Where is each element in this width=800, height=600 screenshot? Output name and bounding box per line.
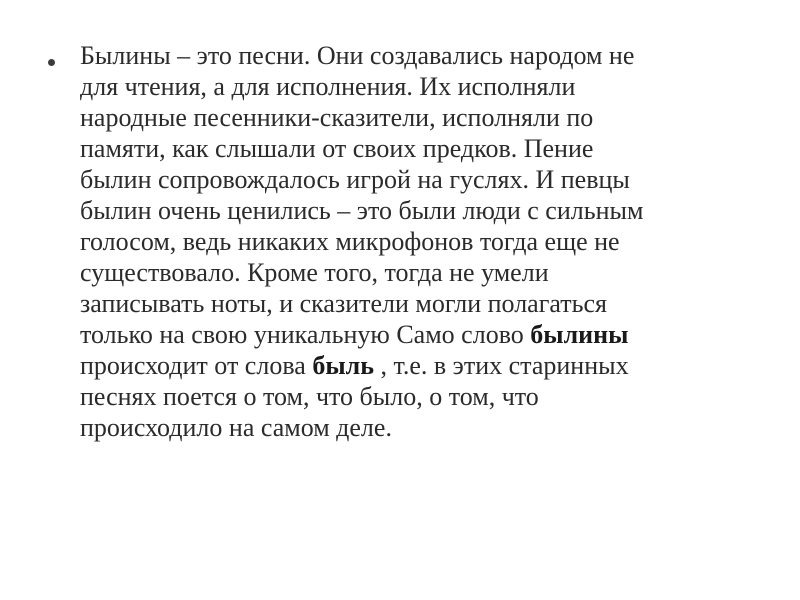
text-line-11-end: , т.е. в этих старинных xyxy=(373,351,629,380)
text-line-7: голосом, ведь никаких микрофонов тогда еще не xyxy=(80,227,620,256)
text-line-6: былин очень ценились – это были люди с сильным xyxy=(80,196,644,225)
bold-word-byl: быль xyxy=(312,351,374,380)
text-line-12: песнях поется о том, что было, о том, что xyxy=(80,382,539,411)
text-line-3: народные песенники-сказители, исполняли по xyxy=(80,103,594,132)
bullet-item xyxy=(44,40,764,443)
bullet-paragraph xyxy=(80,40,764,443)
text-line-8: существовало. Кроме того, тогда не умели xyxy=(80,258,549,287)
text-line-5: былин сопровождалось игрой на гуслях. И певцы xyxy=(80,165,630,194)
text-line-13: происходило на самом деле. xyxy=(80,413,392,442)
text-line-9: записывать ноты, и сказители могли полагаться xyxy=(80,289,607,318)
text-line-10: только на свою уникальную Само слово xyxy=(80,320,531,349)
text-line-1: Былины – это песни. Они создавались народом не xyxy=(80,41,635,70)
text-line-2: для чтения, а для исполнения. Их исполняли xyxy=(80,72,576,101)
bullet-icon xyxy=(48,59,55,66)
text-line-11-start: происходит от слова xyxy=(80,351,313,380)
bullet-list xyxy=(44,40,764,443)
text-line-4: памяти, как слышали от своих предков. Пение xyxy=(80,134,594,163)
bold-word-byliny: былины xyxy=(530,320,629,349)
